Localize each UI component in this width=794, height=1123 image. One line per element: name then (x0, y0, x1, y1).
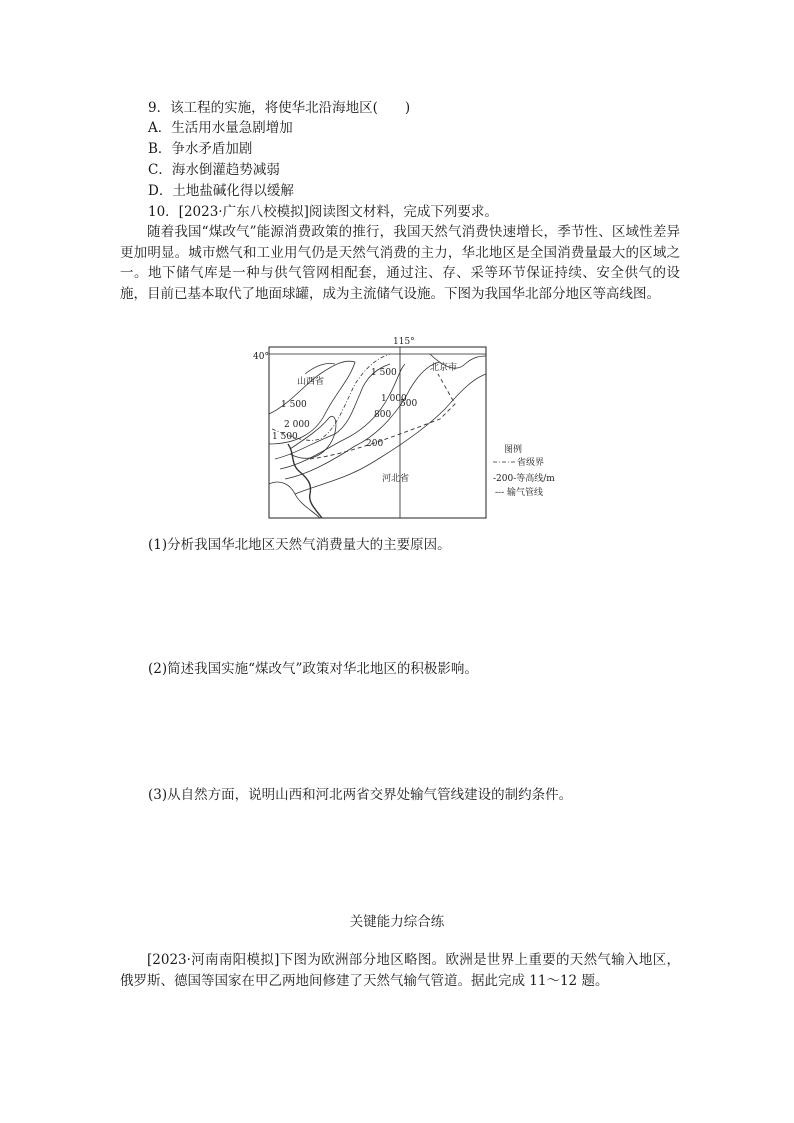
label-shanxi: 山西省 (297, 377, 325, 387)
q10-material: 随着我国“煤改气”能源消费政策的推行，我国天然气消费快速增长，季节性、区域性差异更加明显。城市燃气和工业用气仍是天然气消费的主力，华北地区是全国消费量最大的区域之一。地下储气库是一种与供气管网相配套，通过注、存、采等环节保证持续、安全供气的设施，目前已基本取代了地面球罐，成为主流储气设施。下图为我国华北部分地区等高线图。 (120, 224, 680, 302)
contour-label-200: 200 (366, 439, 384, 449)
legend-contour: -200-等高线/m (493, 474, 555, 484)
contour-label-1000: 1 000 (381, 394, 407, 404)
q9-stem: 9．该工程的实施，将使华北沿海地区( ) (148, 100, 411, 116)
map-legend (493, 443, 555, 498)
section-intro: [2023·河南南阳模拟]下图为欧洲部分地区略图。欧洲是世界上重要的天然气输入地区，俄罗斯、德国等国家在甲乙两地间修建了天然气输气管道。据此完成 11～12 题。 (120, 952, 680, 989)
legend-pipeline: --- 输气管线 (495, 488, 543, 498)
contour-label-1500-a: 1 500 (371, 368, 397, 378)
contour-label-2000: 2 000 (284, 420, 310, 430)
contour-1500-b (305, 363, 335, 374)
q10-sub1: (1)分析我国华北地区天然气消费量大的主要原因。 (148, 537, 451, 553)
q10-stem: 10．[2023·广东八校模拟]阅读图文材料，完成下列要求。 (148, 204, 498, 220)
q9-option-a: A．生活用水量急剧增加 (148, 120, 293, 136)
contour-label-1500-c: 1 500 (272, 432, 298, 442)
contour-map (250, 334, 570, 524)
contour-label-800: 800 (374, 410, 392, 420)
legend-title: 图例 (504, 445, 523, 455)
section-title: 关键能力综合练 (349, 914, 445, 930)
latitude-label: 40° (253, 352, 269, 362)
q9-option-c: C．海水倒灌趋势减弱 (148, 162, 280, 178)
longitude-label: 115° (393, 337, 415, 347)
q10-sub2: (2)简述我国实施“煤改气”政策对华北地区的积极影响。 (148, 661, 478, 677)
contour-map-svg (250, 334, 570, 524)
label-beijing: 北京市 (430, 363, 458, 373)
legend-boundary: 省级界 (517, 458, 545, 468)
contour-label-500: 500 (400, 399, 418, 409)
label-hebei: 河北省 (382, 474, 410, 484)
contour-label-1500-b: 1 500 (281, 400, 307, 410)
q10-sub3: (3)从自然方面，说明山西和河北两省交界处输气管线建设的制约条件。 (148, 787, 573, 803)
q9-option-d: D．土地盐碱化得以缓解 (148, 183, 294, 199)
q9-option-b: B．争水矛盾加剧 (148, 141, 253, 157)
